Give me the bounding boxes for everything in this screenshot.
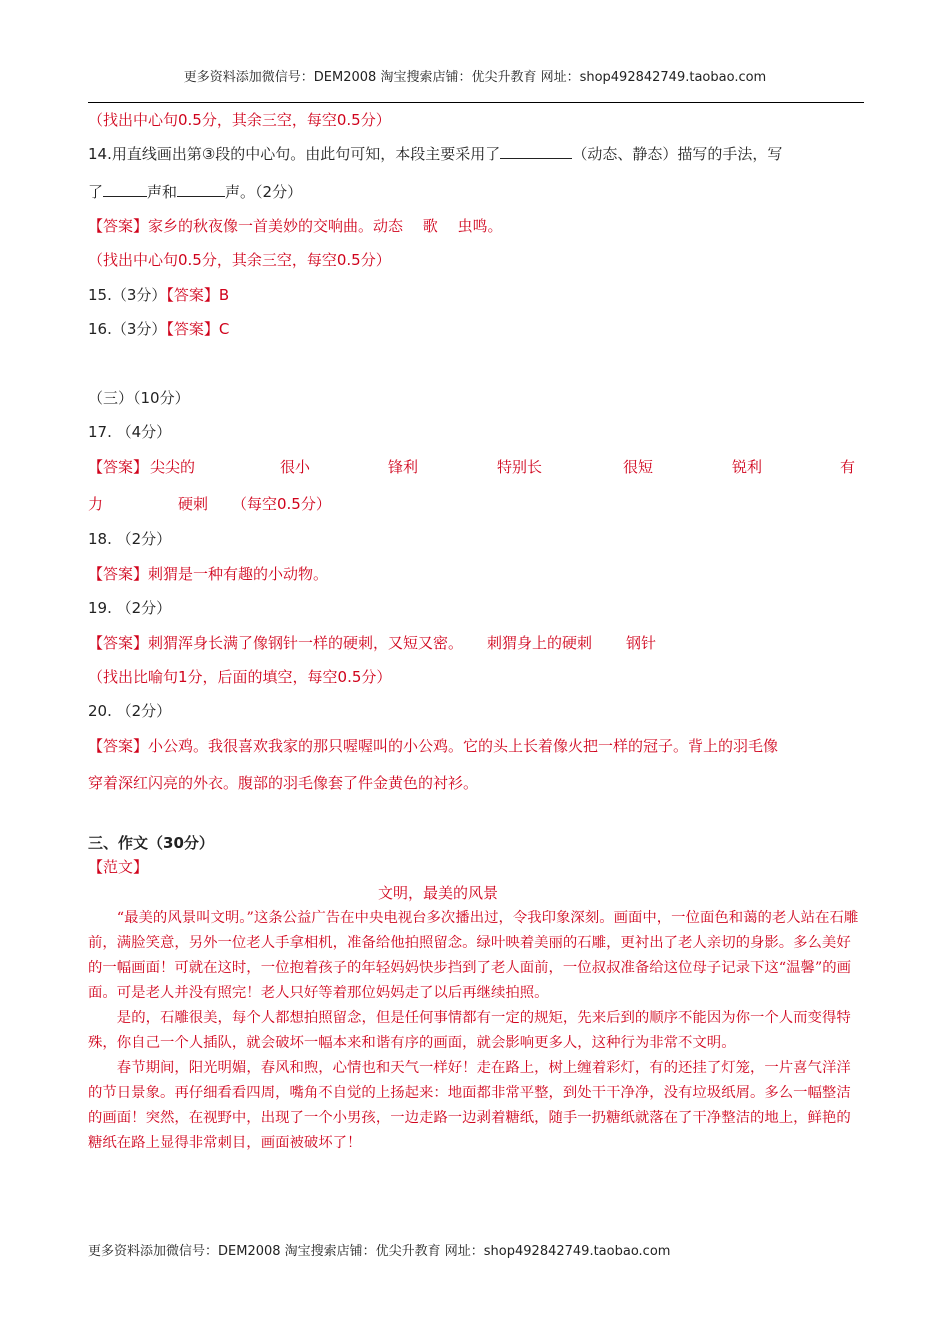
q17-wrap-text: 力 [88,495,104,513]
q14-scoring-note: （找出中心句0.5分，其余三空，每空0.5分） [88,251,391,269]
answer-tag: 【答案】 [88,565,149,583]
page-header: 更多资料添加微信号：DEM2008 淘宝搜索店铺：优尖升教育 网址：shop492842749.taobao.com [183,70,767,85]
q14-text-c: 了 [88,183,104,201]
answer-tag: 【答案】 [166,320,219,338]
q20-label: 20. （2分） [88,702,172,720]
q17-blank-8: 硬刺 [178,495,209,513]
q17-blank-4: 特别长 [497,458,543,476]
q14-text-b: （动态、静态）描写的手法，写 [572,145,783,163]
answer-text: 刺猬浑身长满了像钢针一样的硬刺，又短又密。 [148,634,464,652]
q17-blank-2: 很小 [280,458,311,476]
answer-text: 小公鸡。我很喜欢我家的那只喔喔叫的小公鸡。它的头上长着像火把一样的冠子。背上的羽毛像 [148,737,779,755]
answer-tag: 【答案】 [88,737,149,755]
q17-blank-3: 锋利 [388,458,419,476]
sample-essay-tag: 【范文】 [88,858,149,876]
essay-paragraph-1: “最美的风景叫文明。”这条公益广告在中央电视台多次播出过，令我印象深刻。画面中，一位面色和蔼的老人站在石雕前，满脸笑意，另外一位老人手拿相机，准备给他拍照留念。绿叶映着美丽的石雕，更衬出了老人亲切的身影。多么美好的一幅画面！可就在这时，一位抱着孩子的年轻妈妈快步挡到了老人面前，一位叔叔准备给这位母子记录下这“温馨”的画面。可是老人并没有照完！老人只好等着那位妈妈走了以后再继续拍照。 [88,910,859,1001]
q14-question-line2 [88,182,302,202]
q17-blank-1: 尖尖的 [150,458,196,476]
answer-text: B [218,286,230,304]
composition-heading: 三、作文（30分） [88,834,214,852]
q14-answer [88,216,503,236]
answer-tag: 【答案】 [88,217,149,235]
essay-paragraph-3: 春节期间，阳光明媚，春风和煦，心情也和天气一样好！走在路上，树上缠着彩灯，有的还挂了灯笼，一片喜气洋洋的节日景象。再仔细看看四周，嘴角不自觉的上扬起来：地面都非常平整，到处干干净净，没有垃圾纸屑。多么一幅整洁的画面！突然，在视野中，出现了一个小男孩，一边走路一边剥着糖纸，随手一扔糖纸就落在了干净整洁的地上，鲜艳的糖纸在路上显得非常刺目，画面被破坏了！ [88,1060,851,1151]
q17-blank-6: 锐利 [732,458,763,476]
section-3-label: （三）（10分） [88,389,190,407]
q18-answer [88,564,328,584]
answer-tag: 【答案】 [88,458,149,476]
answer-text: 家乡的秋夜像一首美妙的交响曲。动态 歌 虫鸣。 [148,217,503,235]
q20-answer-line2: 穿着深红闪亮的外衣。腹部的羽毛像套了件金黄色的衬衫。 [88,774,479,792]
answer-tag: 【答案】 [88,634,149,652]
q14-question-line1 [88,144,782,164]
answer-text: C [218,320,230,338]
q19-answer [88,633,656,653]
q19-blank-1: 刺猬身上的硬刺 [487,634,593,652]
essay-paragraph-2: 是的，石雕很美，每个人都想拍照留念，但是任何事情都有一定的规矩，先来后到的顺序不能因为你一个人而变得特殊，你自己一个人插队，就会破坏一幅本来和谐有序的画面，就会影响更多人，这种行为非常不文明。 [88,1010,851,1051]
q17-blank-5: 很短 [623,458,654,476]
q20-answer-line1 [88,736,778,756]
q18-label: 18. （2分） [88,530,172,548]
q17-answer-line2 [88,494,864,514]
q19-scoring-note: （找出比喻句1分，后面的填空，每空0.5分） [88,668,392,686]
q19-blank-2: 钢针 [626,634,657,652]
answer-text: 刺猬是一种有趣的小动物。 [148,565,329,583]
q14-blank-sound1 [103,182,147,197]
q17-blank-7: 有 [840,458,856,476]
header-rule [88,102,864,103]
q16-answer-line [88,319,229,339]
q16-label: 16.（3分） [88,320,167,338]
q13-scoring-note: （找出中心句0.5分，其余三空，每空0.5分） [88,111,391,129]
answer-tag: 【答案】 [166,286,219,304]
q14-blank-method [500,144,572,159]
q14-text-d: 声和 [147,183,178,201]
q14-text-a: 14.用直线画出第③段的中心句。由此句可知，本段主要采用了 [88,145,501,163]
q15-answer-line [88,285,229,305]
q17-label: 17. （4分） [88,423,172,441]
q19-label: 19. （2分） [88,599,172,617]
essay-body [88,906,864,1156]
q14-blank-sound2 [177,182,225,197]
q15-label: 15.（3分） [88,286,167,304]
q17-scoring-note: （每空0.5分） [232,495,331,513]
q17-answer-line1 [88,457,864,477]
q14-text-e: 声。（2分） [225,183,303,201]
page-footer: 更多资料添加微信号：DEM2008 淘宝搜索店铺：优尖升教育 网址：shop492842749.taobao.com [88,1244,671,1259]
essay-title: 文明，最美的风景 [377,884,498,902]
